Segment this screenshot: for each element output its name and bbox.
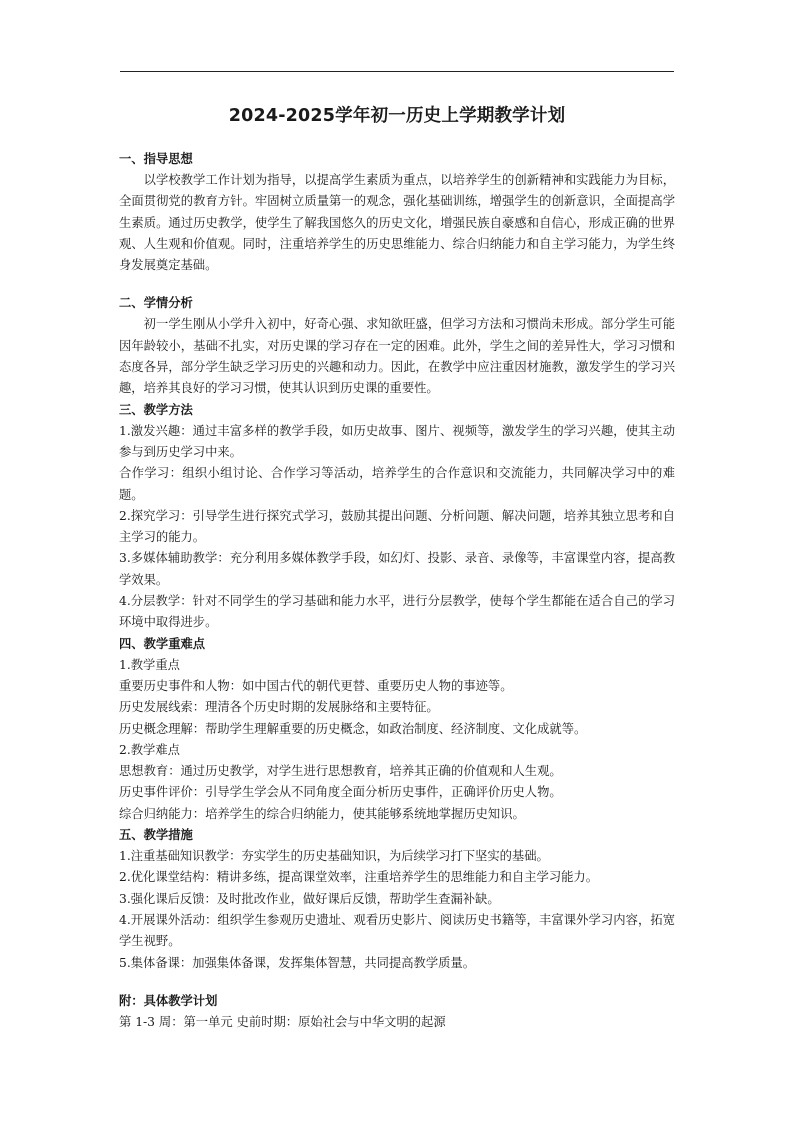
list-item: 历史发展线索：理清各个历史时期的发展脉络和主要特征。 (119, 700, 439, 715)
section-heading-key-points: 四、教学重难点 (119, 636, 206, 651)
section-paragraph-student-analysis: 初一学生刚从小学升入初中，好奇心强、求知欲旺盛，但学习方法和习惯尚未形成。部分学生可能因年龄较小，基础不扎实，对历史课的学习存在一定的困难。此外，学生之间的差异性大，学习习惯和态度各异，部分学生缺乏学习历史的兴趣和动力。因此，在教学中应注重因材施教，激发学生的学习兴趣，培养其良好的学习习惯，使其认识到历史课的重要性。 (119, 317, 675, 396)
list-item: 4.开展课外活动：组织学生参观历史遗址、观看历史影片、阅读历史书籍等，丰富课外学习内容，拓宽学生视野。 (119, 912, 675, 949)
section-paragraph-guiding-ideology: 以学校教学工作计划为指导，以提高学生素质为重点，以培养学生的创新精神和实践能力为目标，全面贯彻党的教育方针。牢固树立质量第一的观念，强化基础训练，增强学生的创新意识，全面提高学生素质。通过历史教学，使学生了解我国悠久的历史文化，增强民族自豪感和自信心，形成正确的世界观、人生观和价值观。同时，注重培养学生的历史思维能力、综合归纳能力和自主学习能力，为学生终身发展奠定基础。 (119, 173, 675, 273)
list-item: 5.集体备课：加强集体备课，发挥集体智慧，共同提高教学质量。 (119, 955, 476, 970)
list-item: 3.强化课后反馈：及时批改作业，做好课后反馈，帮助学生查漏补缺。 (119, 891, 500, 906)
section-heading-teaching-methods: 三、教学方法 (119, 402, 193, 417)
list-item: 1.激发兴趣：通过丰富多样的教学手段，如历史故事、图片、视频等，激发学生的学习兴趣，使其主动参与到历史学习中来。 (119, 423, 675, 459)
header-rule (120, 71, 674, 72)
list-item: 历史事件评价：引导学生学会从不同角度全面分析历史事件，正确评价历史人物。 (119, 785, 562, 800)
section-heading-teaching-measures: 五、教学措施 (119, 828, 193, 843)
document-title: 2024-2025学年初一历史上学期教学计划 (228, 106, 566, 126)
list-item: 4.分层教学：针对不同学生的学习基础和能力水平，进行分层教学，使每个学生都能在适合自己的学习环境中取得进步。 (119, 594, 675, 630)
list-item: 重要历史事件和人物：如中国古代的朝代更替、重要历史人物的事迹等。 (119, 678, 513, 693)
list-item: 第 1-3 周：第一单元 史前时期：原始社会与中华文明的起源 (119, 1014, 446, 1029)
list-item: 历史概念理解：帮助学生理解重要的历史概念，如政治制度、经济制度、文化成就等。 (119, 721, 587, 736)
list-item: 3.多媒体辅助教学：充分利用多媒体教学手段，如幻灯、投影、录音、录像等，丰富课堂内容，提高教学效果。 (119, 551, 675, 587)
appendix-heading: 附：具体教学计划 (119, 993, 218, 1008)
document-body (119, 104, 675, 1033)
list-item: 综合归纳能力：培养学生的综合归纳能力，使其能够系统地掌握历史知识。 (119, 806, 525, 821)
section-heading-student-analysis: 二、学情分析 (119, 296, 193, 311)
list-item: 1.教学重点 (119, 657, 180, 672)
section-heading-guiding-ideology: 一、指导思想 (119, 152, 193, 166)
list-item: 思想教育：通过历史教学，对学生进行思想教育，培养其正确的价值观和人生观。 (119, 764, 562, 779)
list-item: 2.教学难点 (119, 742, 180, 757)
list-item: 合作学习：组织小组讨论、合作学习等活动，培养学生的合作意识和交流能力，共同解决学习中的难题。 (119, 466, 675, 502)
list-item: 2.探究学习：引导学生进行探究式学习，鼓励其提出问题、分析问题、解决问题，培养其独立思考和自主学习的能力。 (119, 508, 675, 545)
list-item: 2.优化课堂结构：精讲多练，提高课堂效率，注重培养学生的思维能力和自主学习能力。 (119, 870, 599, 885)
list-item: 1.注重基础知识教学：夯实学生的历史基础知识，为后续学习打下坚实的基础。 (119, 849, 549, 864)
